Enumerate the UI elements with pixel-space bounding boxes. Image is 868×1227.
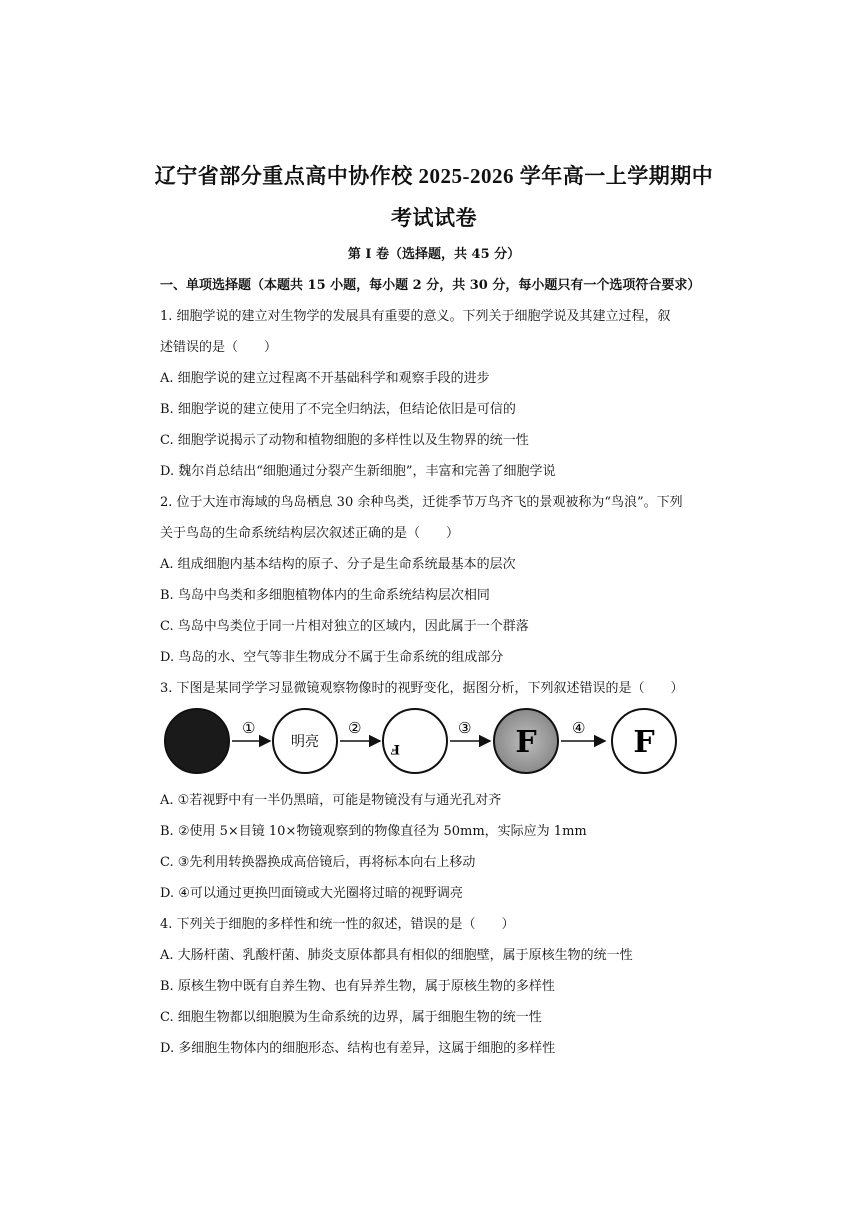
question-1-option-b: B. 细胞学说的建立使用了不完全归纳法，但结论依旧是可信的 — [160, 402, 516, 417]
question-1-stem-line2: 述错误的是（ ） — [160, 340, 278, 355]
question-2-stem-line1: 2. 位于大连市海域的鸟岛栖息 30 余种鸟类，迁徙季节万鸟齐飞的景观被称为“鸟浪”。下列 — [160, 495, 683, 510]
question-1-option-a: A. 细胞学说的建立过程离不开基础科学和观察手段的进步 — [160, 371, 490, 386]
question-3-option-d: D. ④可以通过更换凹面镜或大光圈将过暗的视野调亮 — [160, 886, 463, 901]
question-4-option-a: A. 大肠杆菌、乳酸杆菌、肺炎支原体都具有相似的细胞壁，属于原核生物的统一性 — [160, 948, 633, 963]
question-4-stem: 4. 下列关于细胞的多样性和统一性的叙述，错误的是（ ） — [160, 917, 515, 932]
exam-title-line1: 辽宁省部分重点高中协作校 2025-2026 学年高一上学期期中 — [154, 164, 714, 188]
microscope-view-figure — [160, 704, 700, 784]
question-1-option-c: C. 细胞学说揭示了动物和植物细胞的多样性以及生物界的统一性 — [160, 433, 529, 448]
section-heading: 一、单项选择题（本题共 15 小题，每小题 2 分，共 30 分，每小题只有一个选项符合要求） — [160, 278, 701, 293]
step-label-3: ③ — [458, 719, 472, 737]
dark-field-circle — [165, 709, 229, 773]
question-2-option-c: C. 鸟岛中鸟类位于同一片相对独立的区域内，因此属于一个群落 — [160, 619, 529, 634]
question-3-stem: 3. 下图是某同学学习显微镜观察物像时的视野变化，据图分析，下列叙述错误的是（ ） — [160, 681, 684, 696]
large-letter-dim: F — [515, 725, 537, 760]
step-label-1: ① — [242, 719, 256, 737]
question-1-option-d: D. 魏尔肖总结出“细胞通过分裂产生新细胞”，丰富和完善了细胞学说 — [160, 464, 556, 479]
question-2-stem-line2: 关于鸟岛的生命系统结构层次叙述正确的是（ ） — [160, 526, 460, 541]
question-3-option-b: B. ②使用 5×目镜 10×物镜观察到的物像直径为 50mm，实际应为 1mm — [160, 824, 587, 839]
step-label-2: ② — [348, 719, 362, 737]
large-letter-bright: F — [633, 725, 655, 760]
bright-field-label: 明亮 — [291, 734, 319, 750]
question-2-option-b: B. 鸟岛中鸟类和多细胞植物体内的生命系统结构层次相同 — [160, 588, 490, 603]
question-1-stem-line1: 1. 细胞学说的建立对生物学的发展具有重要的意义。下列关于细胞学说及其建立过程，叙 — [160, 309, 671, 324]
question-4-option-c: C. 细胞生物都以细胞膜为生命系统的边界，属于细胞生物的统一性 — [160, 1010, 542, 1025]
question-2-option-a: A. 组成细胞内基本结构的原子、分子是生命系统最基本的层次 — [160, 557, 516, 572]
offset-image-circle — [383, 709, 447, 773]
question-3-option-a: A. ①若视野中有一半仍黑暗，可能是物镜没有与通光孔对齐 — [160, 793, 502, 808]
step-label-4: ④ — [572, 719, 586, 737]
volume-heading: 第 I 卷（选择题，共 45 分） — [347, 247, 521, 262]
question-4-option-d: D. 多细胞生物体内的细胞形态、结构也有差异，这属于细胞的多样性 — [160, 1041, 556, 1056]
exam-title-line2: 考试试卷 — [391, 206, 477, 230]
question-2-option-d: D. 鸟岛的水、空气等非生物成分不属于生命系统的组成部分 — [160, 650, 504, 665]
question-3-option-c: C. ③先利用转换器换成高倍镜后，再将标本向右上移动 — [160, 855, 476, 870]
question-4-option-b: B. 原核生物中既有自养生物、也有异养生物，属于原核生物的多样性 — [160, 979, 555, 994]
inverted-small-letter: F — [390, 741, 400, 756]
